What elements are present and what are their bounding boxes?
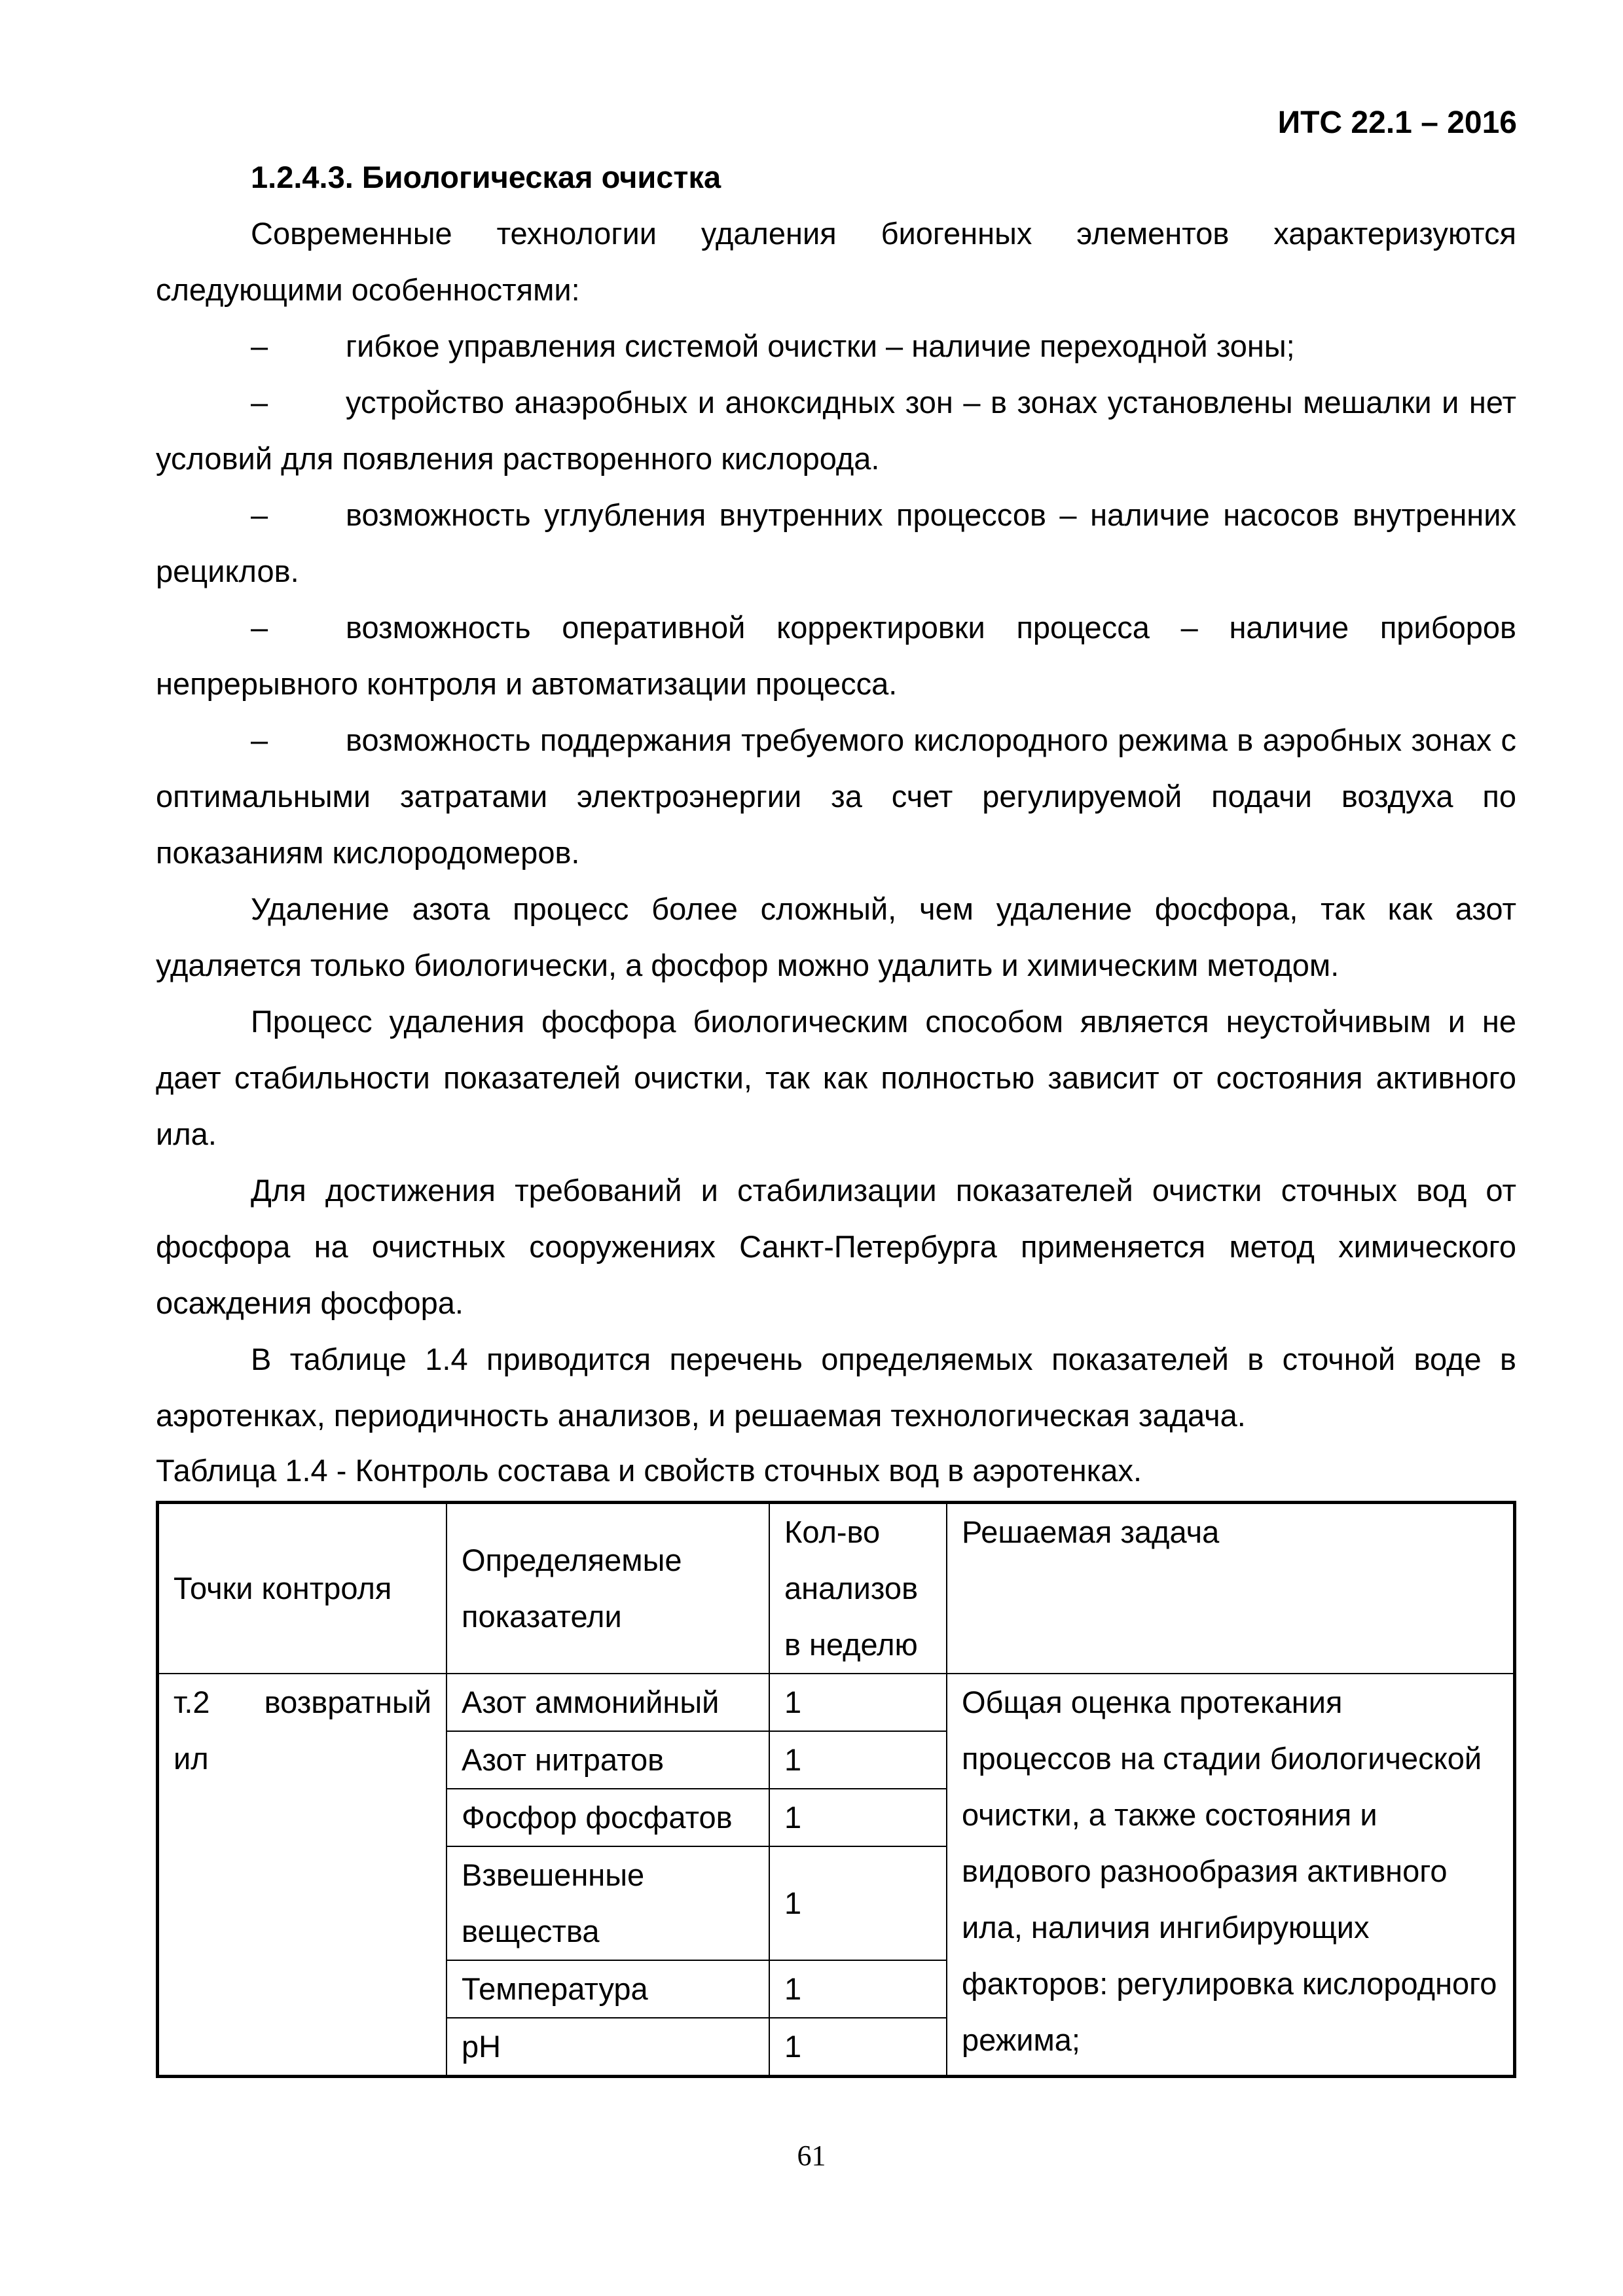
control-table: [156, 1501, 1516, 2078]
indicator-cell: Фосфор фосфатов: [447, 1789, 769, 1846]
count-cell: 1: [769, 2018, 947, 2077]
bullet-item: [156, 487, 1516, 600]
header-count: Кол-во анализов в неделю: [769, 1503, 947, 1674]
task-cell: Общая оценка протекания процессов на стадии биологической очистки, а также состояния и видового разнообразия активного ила, наличия ингибирующих факторов: регулировка кислородного режима;: [947, 1674, 1515, 2077]
bullet-text: возможность оперативной корректировки процесса – наличие приборов непрерывного контроля и автоматизации процесса.: [156, 610, 1516, 701]
dash-marker: –: [251, 723, 268, 757]
count-cell: 1: [769, 1731, 947, 1789]
header-task: Решаемая задача: [947, 1503, 1515, 1674]
bullet-text: устройство анаэробных и аноксидных зон – в зонах установлены мешалки и нет условий для появления растворенного кислорода.: [156, 385, 1516, 476]
count-cell: 1: [769, 1846, 947, 1960]
table-header-row: [158, 1503, 1515, 1674]
indicator-cell: Азот аммонийный: [447, 1674, 769, 1731]
point-line: [173, 1674, 431, 1731]
header-indicators: Определяемые показатели: [447, 1503, 769, 1674]
dash-marker: –: [251, 329, 268, 363]
bullet-item: [156, 600, 1516, 712]
section-title: 1.2.4.3. Биологическая очистка: [251, 160, 721, 194]
document-body: [156, 149, 1516, 1498]
phosphorus-paragraph: Процесс удаления фосфора биологическим способом является неустойчивым и не дает стабильности показателей очистки, так как полностью зависит от состояния активного ила.: [156, 1004, 1516, 1151]
count-cell: 1: [769, 1960, 947, 2018]
bullet-item: [156, 712, 1516, 881]
bullet-text: возможность поддержания требуемого кислородного режима в аэробных зонах с оптимальными затратами электроэнергии за счет регулируемой подачи воздуха по показаниям кислородомеров.: [156, 723, 1516, 870]
point-label-cont: ил: [173, 1741, 209, 1776]
dash-marker: –: [251, 610, 268, 645]
header-point: Точки контроля: [158, 1503, 447, 1674]
table-row: [158, 1674, 1515, 1731]
intro-paragraph: Современные технологии удаления биогенных элементов характеризуются следующими особенностями:: [156, 216, 1516, 307]
indicator-cell: Азот нитратов: [447, 1731, 769, 1789]
indicator-cell: pH: [447, 2018, 769, 2077]
bullet-text: возможность углубления внутренних процессов – наличие насосов внутренних рециклов.: [156, 497, 1516, 588]
dash-marker: –: [251, 497, 268, 532]
table-intro-paragraph: В таблице 1.4 приводится перечень определяемых показателей в сточной воде в аэротенках, периодичность анализов, и решаемая технологическая задача.: [156, 1342, 1516, 1433]
table-caption: Таблица 1.4 - Контроль состава и свойств сточных вод в аэротенках.: [156, 1453, 1142, 1488]
method-paragraph: Для достижения требований и стабилизации показателей очистки сточных вод от фосфора на очистных сооружениях Санкт-Петербурга применяется метод химического осаждения фосфора.: [156, 1173, 1516, 1320]
dash-marker: –: [251, 385, 268, 420]
point-number: т.2: [173, 1685, 210, 1719]
bullet-item: [156, 374, 1516, 487]
point-label: возвратный: [264, 1685, 431, 1719]
indicator-cell: Температура: [447, 1960, 769, 2018]
count-cell: 1: [769, 1789, 947, 1846]
document-code: ИТС 22.1 – 2016: [1277, 105, 1517, 140]
count-cell: 1: [769, 1674, 947, 1731]
point-cell: [158, 1674, 447, 2077]
bullet-text: гибкое управления системой очистки – наличие переходной зоны;: [346, 329, 1295, 363]
indicator-cell: Взвешенные вещества: [447, 1846, 769, 1960]
page-number: 61: [797, 2140, 826, 2172]
nitrogen-paragraph: Удаление азота процесс более сложный, чем удаление фосфора, так как азот удаляется только биологически, а фосфор можно удалить и химическим методом.: [156, 891, 1516, 982]
bullet-item: [156, 318, 1516, 374]
